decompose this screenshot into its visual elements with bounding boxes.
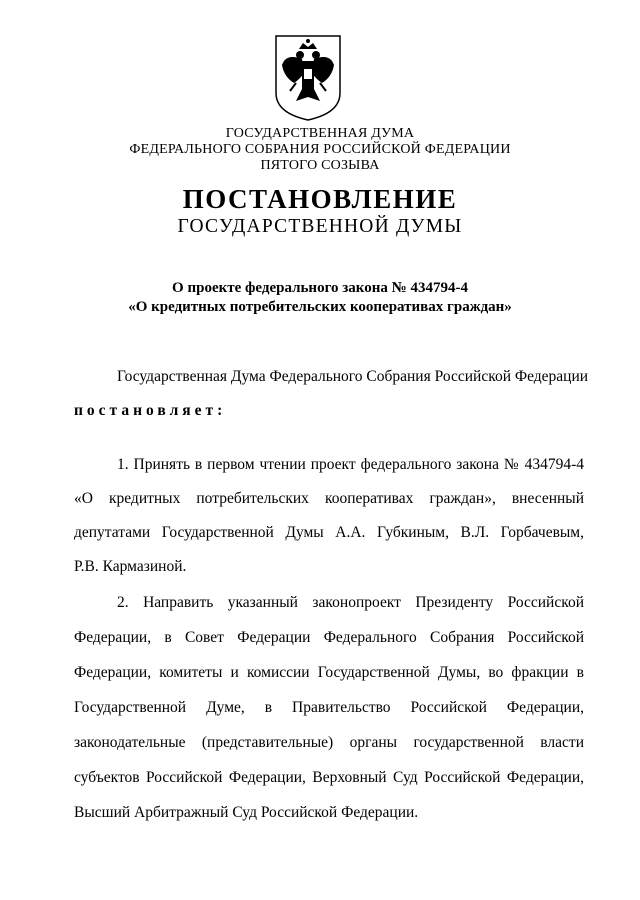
paragraph-1-line: депутатами Государственной Думы А.А. Губкиным, В.Л. Горбачевым, (74, 524, 584, 541)
subject-line-2: «О кредитных потребительских кооперативах граждан» (128, 299, 512, 315)
paragraph-2-line: 2. Направить указанный законопроект Президенту Российской (117, 594, 584, 611)
paragraph-2-line: Государственной Думе, в Правительство Российской Федерации, (74, 699, 584, 716)
header-line-1: ГОСУДАРСТВЕННАЯ ДУМА (225, 126, 415, 141)
subject-line-1: О проекте федерального закона № 434794-4 (172, 280, 468, 296)
document-title: ПОСТАНОВЛЕНИЕ (182, 184, 458, 214)
russian-coat-of-arms-icon (272, 33, 344, 123)
paragraph-1-line: «О кредитных потребительских кооперативах граждан», внесенный (74, 490, 584, 507)
paragraph-2-line: Федерации, в Совет Федерации Федерального Собрания Российской (74, 629, 584, 646)
header-line-3: ПЯТОГО СОЗЫВА (260, 158, 380, 173)
document-subtitle: ГОСУДАРСТВЕННОЙ ДУМЫ (177, 216, 463, 237)
paragraph-2-line: Высший Арбитражный Суд Российской Федерации. (74, 804, 419, 821)
preamble: Государственная Дума Федерального Собрания Российской Федерации (117, 368, 589, 385)
paragraph-1-line: Р.В. Кармазиной. (74, 558, 187, 575)
paragraph-2-line: Федерации, комитеты и комиссии Государственной Думы, во фракции в (74, 664, 584, 681)
paragraph-1-line: 1. Принять в первом чтении проект федерального закона № 434794-4 (117, 456, 584, 473)
paragraph-2-line: законодательные (представительные) органы государственной власти (74, 734, 584, 751)
resolves-word: постановляет: (74, 402, 227, 419)
header-line-2: ФЕДЕРАЛЬНОГО СОБРАНИЯ РОССИЙСКОЙ ФЕДЕРАЦИИ (129, 142, 511, 157)
paragraph-2-line: субъектов Российской Федерации, Верховный Суд Российской Федерации, (74, 769, 584, 786)
